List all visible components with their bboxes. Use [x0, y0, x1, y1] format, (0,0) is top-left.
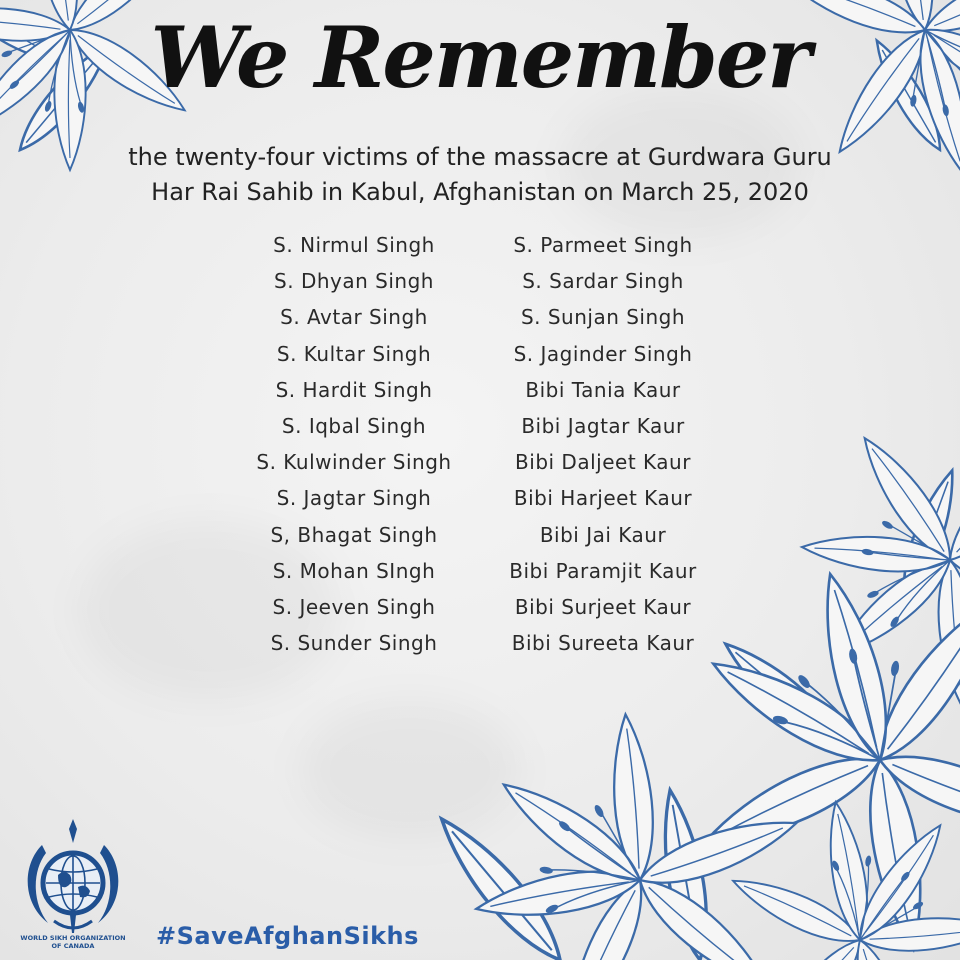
- victim-name: S. Jagtar Singh: [276, 486, 432, 511]
- victim-name: S. Sardar Singh: [522, 269, 684, 294]
- logo-text: [0, 934, 146, 950]
- world-sikh-organization-emblem-icon: [14, 815, 132, 947]
- victims-list-left: [224, 230, 484, 664]
- victim-name: Bibi Surjeet Kaur: [514, 594, 692, 619]
- victim-name: S. Dhyan Singh: [274, 269, 434, 294]
- victim-name: S. Sunjan Singh: [520, 305, 686, 330]
- victim-name: Bibi Paramjit Kaur: [509, 558, 697, 583]
- victim-name: S. Kulwinder Singh: [256, 450, 452, 475]
- victim-name: S. Kultar Singh: [276, 341, 432, 366]
- victim-name: S. Hardit Singh: [275, 377, 433, 402]
- victim-name: Bibi Sureeta Kaur: [511, 631, 695, 656]
- victim-name: S. Mohan SIngh: [272, 558, 436, 583]
- victim-name: Bibi Tania Kaur: [525, 377, 681, 402]
- victim-name: S. Jeeven Singh: [272, 594, 436, 619]
- victim-name: S. Iqbal Singh: [281, 413, 427, 438]
- subtitle-line: the twenty-four victims of the massacre at Gurdwara Guru: [128, 143, 832, 171]
- victim-name: S. Sunder Singh: [270, 631, 438, 656]
- victim-name: S. Jaginder Singh: [513, 341, 693, 366]
- hashtag[interactable]: #SaveAfghanSikhs: [156, 922, 419, 950]
- victims-list-right: [473, 230, 733, 664]
- page-title: We Remember: [150, 8, 810, 107]
- victim-name: S, Bhagat Singh: [270, 522, 438, 547]
- logo-text-line: WORLD SIKH ORGANIZATION: [20, 934, 126, 942]
- victim-name: Bibi Jai Kaur: [539, 522, 667, 547]
- logo-text-line: OF CANADA: [51, 942, 95, 950]
- victim-name: Bibi Jagtar Kaur: [521, 413, 685, 438]
- victim-name: S. Avtar Singh: [280, 305, 428, 330]
- victim-name: Bibi Daljeet Kaur: [515, 450, 691, 475]
- victim-name: Bibi Harjeet Kaur: [513, 486, 693, 511]
- victim-name: S. Nirmul Singh: [273, 233, 435, 257]
- subtitle: [100, 140, 860, 210]
- subtitle-line: Har Rai Sahib in Kabul, Afghanistan on March 25, 2020: [151, 178, 809, 206]
- victim-name: S. Parmeet Singh: [513, 233, 693, 257]
